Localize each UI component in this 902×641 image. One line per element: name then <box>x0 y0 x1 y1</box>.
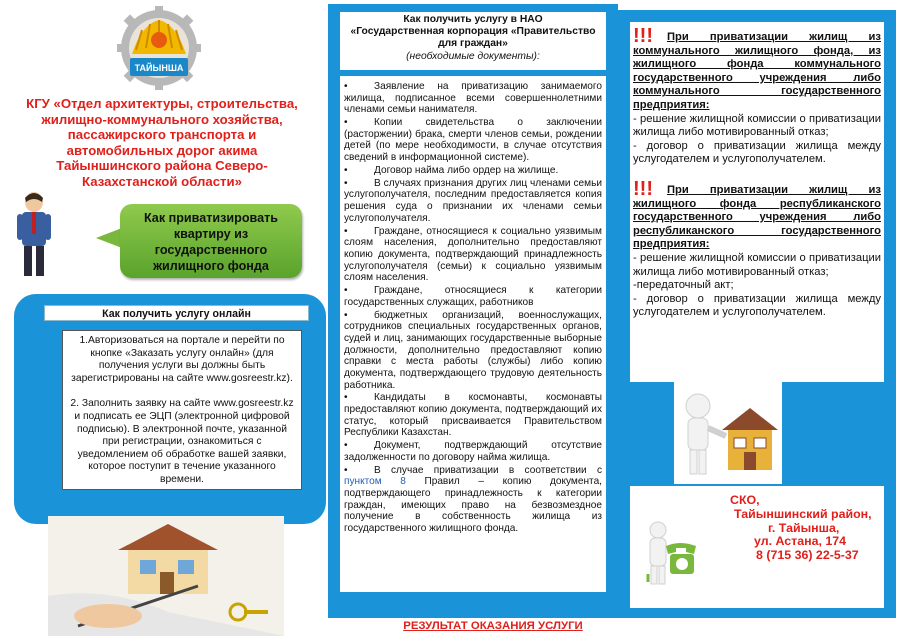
contact-district: Тайыншинский район, <box>734 506 872 521</box>
person-with-house-illustration <box>674 380 782 484</box>
speech-bubble <box>120 204 302 278</box>
list-item <box>344 310 602 392</box>
online-service-title: Как получить услугу онлайн <box>44 305 309 321</box>
signing-documents-photo <box>48 516 284 636</box>
communal-fund-block <box>633 25 881 167</box>
list-item <box>344 392 602 439</box>
documents-header <box>340 12 606 70</box>
republican-fund-heading: При приватизации жилищ из жилищного фонда республиканского государственного учреждения либо республиканского государственного предприятия: <box>633 183 881 251</box>
documents-header-line1: Как получить услугу в НАО <box>403 14 543 25</box>
contact-address <box>712 494 880 563</box>
online-step-1: 1.Авторизоваться на портале и перейти по кнопке «Заказать услугу онлайн» (для получения услуги вы должны быть зарегистрированы на сайте www.gosreestr.kz). <box>71 335 293 384</box>
list-item-text: Документ, подтверждающий отсутствие задолженности по договору найма жилища. <box>344 440 602 463</box>
list-item-text: Граждане, относящиеся к социально уязвимым слоям населения, дополнительно предоставляют копию документа, подтверждающий принадлежность услугополучателя (семьи) к социально уязвимым слоям населения. <box>344 225 602 284</box>
contact-street: ул. Астана, 174 <box>754 534 847 549</box>
communal-fund-heading: При приватизации жилищ из коммунального жилищного фонда, из жилищного фонда коммунального государственного учреждения либо коммунального государственного предприятия: <box>633 31 881 111</box>
documents-list <box>340 76 606 592</box>
list-item <box>344 165 602 177</box>
list-item <box>344 81 602 116</box>
contact-region: СКО, <box>730 493 760 507</box>
republican-fund-line: -передаточный акт; <box>633 279 734 292</box>
contact-phone[interactable]: 8 (715 36) 22-5-37 <box>756 548 859 563</box>
list-item-text: Заявление на приватизацию занимаемого жилища, подписанное всеми совершеннолетними членами семьи нанимателя. <box>344 81 602 116</box>
documents-header-line2: «Государственная корпорация «Правительство для граждан» <box>350 26 596 50</box>
list-item <box>344 117 602 164</box>
warning-icon: !!! <box>633 177 653 200</box>
list-item-text: В случаях признания других лиц членами семьи услугополучателя, последним предоставляется копия решения суда о признании их членами семьи услугополучателя. <box>344 177 602 224</box>
organization-logo <box>112 4 206 92</box>
speech-bubble-text: Как приватизировать квартиру из государственного жилищного фонда <box>143 211 279 273</box>
list-item-text: Договор найма либо ордер на жилище. <box>374 164 559 176</box>
documents-header-line3: (необходимые документы): <box>406 50 540 62</box>
warning-icon: !!! <box>633 25 653 47</box>
list-item <box>344 285 602 308</box>
organization-title: КГУ «Отдел архитектуры, строительства, жилищно-коммунального хозяйства, пассажирского транспорта и автомобильных дорог акима Тайыншинского района Северо-Казахстанской области» <box>26 96 298 189</box>
privatization-info <box>630 22 884 382</box>
bullet-icon: • <box>344 285 348 297</box>
rules-point-8-link[interactable]: пунктом 8 <box>344 476 406 488</box>
bullet-icon: • <box>344 440 348 452</box>
logo-banner-text: ТАЙЫНША <box>134 63 184 73</box>
online-step-2: 2. Заполнить заявку на сайте www.gosreestr.kz и подписать ее ЭЦП (электронной цифровой подписью). В электронной почте, указанной при регистрации, ознакомиться с уведомлением об обработке вашей заявки, которое поступит в течение указанного времени. <box>70 398 294 485</box>
list-item-text: Кандидаты в космонавты, космонавты предоставляют копию документа, подтверждающий их статус, который присваивается Правительством Республики Казахстан. <box>344 392 602 439</box>
bullet-icon: • <box>344 81 348 92</box>
bullet-icon: • <box>344 464 348 476</box>
list-item <box>344 440 602 463</box>
list-item <box>344 465 602 535</box>
speech-bubble-tail <box>96 228 122 248</box>
republican-fund-block <box>633 177 881 320</box>
communal-fund-line: - решение жилищной комиссии о приватизации жилища либо мотивированный отказ; <box>633 112 881 139</box>
bullet-icon: • <box>344 309 348 321</box>
bullet-icon: • <box>344 177 348 189</box>
bullet-icon: • <box>344 392 348 404</box>
republican-fund-line: - решение жилищной комиссии о приватизации жилища либо мотивированный отказ; <box>633 251 881 278</box>
bullet-icon: • <box>344 225 348 237</box>
list-item-text: Правил – копию документа, подтверждающего принадлежность к категории граждан, имеющих право на безвозмездное получение в собственность жилища из государственного жилищного фонда. <box>344 476 602 534</box>
list-item <box>344 178 602 225</box>
bullet-icon: • <box>344 117 348 129</box>
list-item-text: Копии свидетельства о заключении (расторжении) брака, смерти членов семьи, рождении детей (по мере необходимости, в случае отсутствия сведений в информационной системе). <box>344 117 602 164</box>
service-result-title: РЕЗУЛЬТАТ ОКАЗАНИЯ УСЛУГИ <box>403 620 583 632</box>
online-service-steps <box>62 330 302 490</box>
bullet-icon: • <box>344 164 348 176</box>
list-item-text: В случае приватизации в соответствии с <box>374 464 602 476</box>
contact-city: г. Тайынша, <box>768 520 840 535</box>
list-item-text: Граждане, относящиеся к категории государственных служащих, работников <box>344 285 602 308</box>
phone-icon <box>636 516 706 588</box>
list-item <box>344 226 602 284</box>
person-illustration <box>14 190 54 280</box>
republican-fund-line: - договор о приватизации жилища между услугодателем и услугополучателем. <box>633 292 881 319</box>
communal-fund-line: - договор о приватизации жилища между услугодателем и услугополучателем. <box>633 139 881 166</box>
list-item-text: бюджетных организаций, военнослужащих, сотрудников специальных государственных органов, судей и лиц, занимающих государственные выборные должности, дополнительно предоставляют копию справки с места работы (службы) либо копию документа, подтверждающего трудовую деятельность работника. <box>344 309 602 391</box>
